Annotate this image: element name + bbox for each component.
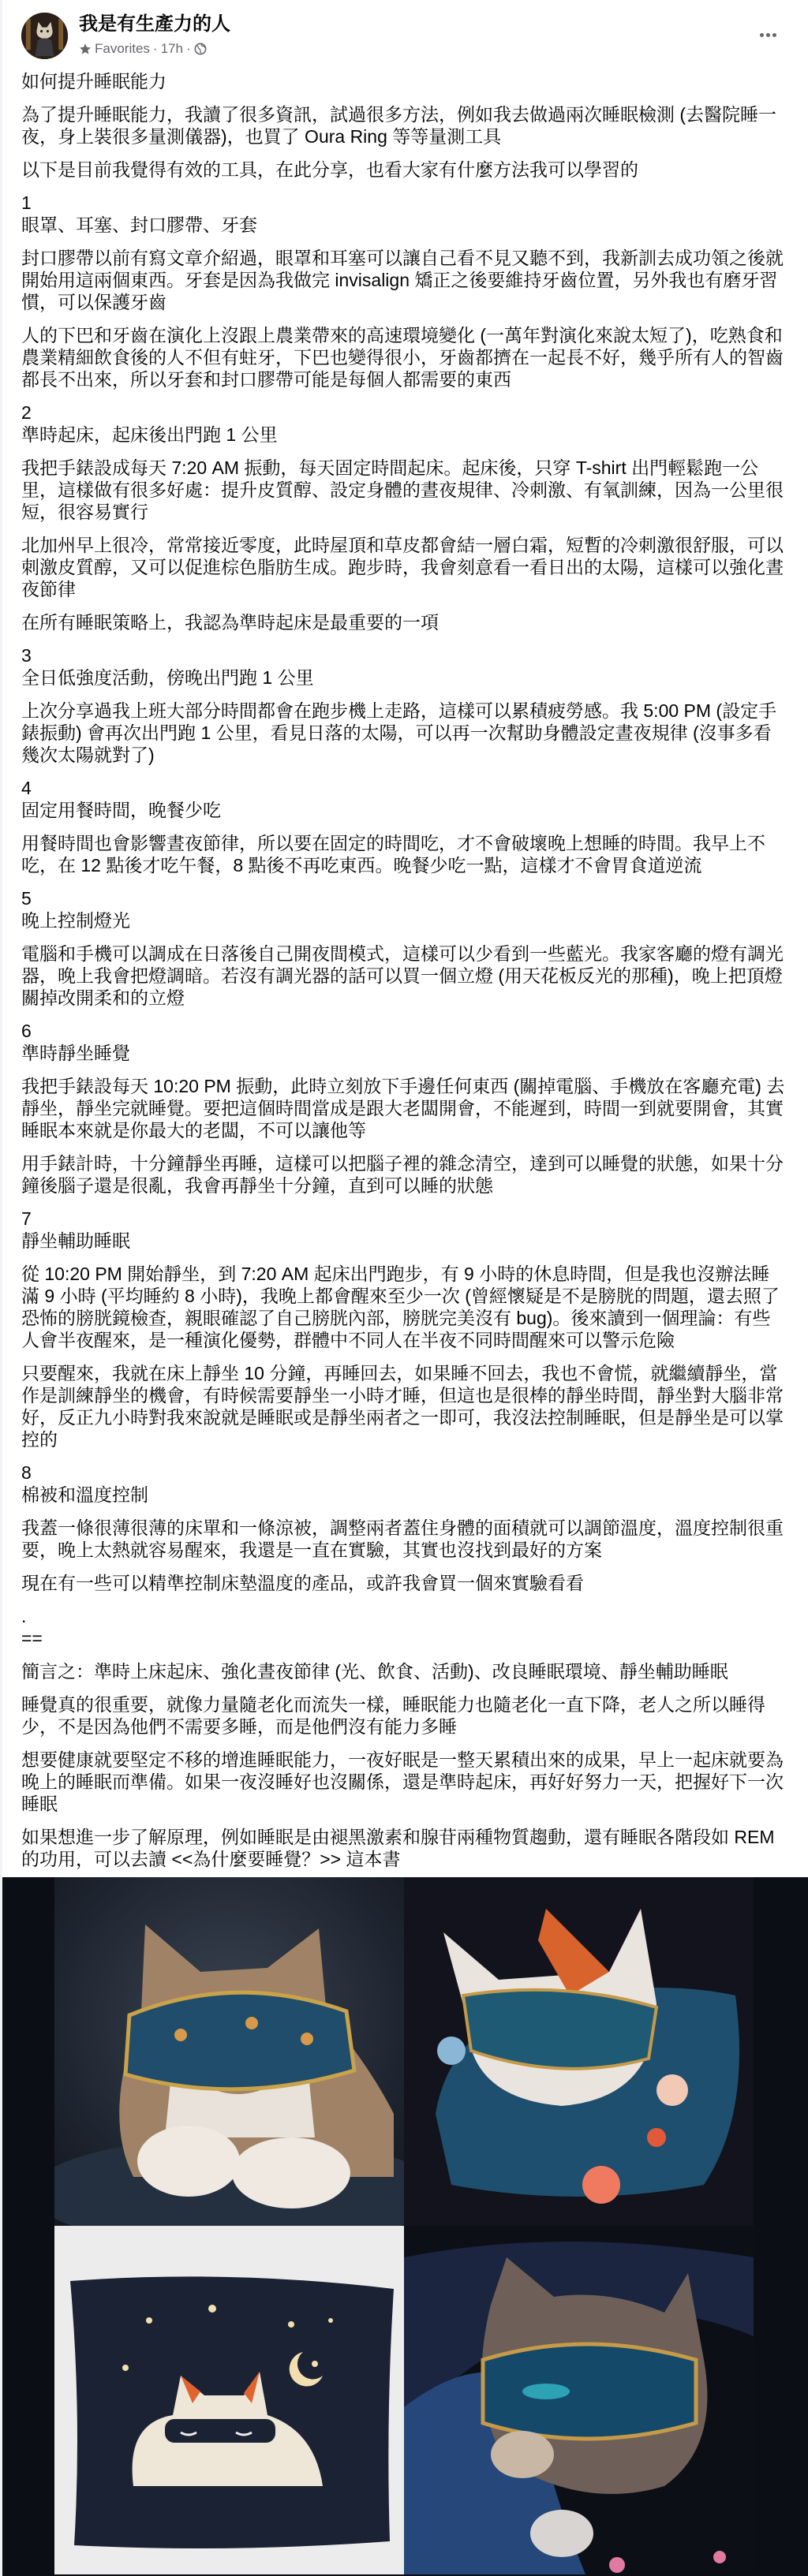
meta-separator: · [185, 41, 191, 56]
post-paragraph: 用手錶計時，十分鐘靜坐再睡，這樣可以把腦子裡的雜念清空，達到可以睡覺的狀態，如果十分鐘後腦子還是很亂，我會再靜坐十分鐘，直到可以睡的狀態 [21, 1153, 784, 1196]
post-paragraph: 封口膠帶以前有寫文章介紹過，眼罩和耳塞可以讓自己看不見又聽不到，我新訓去成功領之後就開始用這兩個東西。牙套是因為我做完 invisalign 矯正之後要維持牙齒位置，另外我也有磨牙習慣，可以保護牙齒 [21, 248, 784, 312]
section-number: 7 [21, 1208, 32, 1229]
section-title: == [21, 1628, 43, 1648]
post-paragraph: 我蓋一條很薄很薄的床單和一條涼被，調整兩者蓋住身體的面積就可以調節溫度，溫度控制很重要，晚上太熱就容易醒來，我還是一直在實驗，其實也沒找到最好的方案 [21, 1518, 784, 1560]
photo-cat-starry-blanket[interactable] [404, 2226, 754, 2574]
post-paragraph: 以下是目前我覺得有效的工具，在此分享，也看大家有什麼方法我可以學習的 [21, 159, 638, 180]
more-icon[interactable] [754, 25, 782, 44]
post-paragraph: 在所有睡眠策略上，我認為準時起床是最重要的一項 [21, 612, 439, 633]
section-heading [21, 1605, 785, 1649]
post-paragraph: 從 10:20 PM 開始靜坐，到 7:20 AM 起床出門跑步，有 9 小時的休息時間，但是我也沒辦法睡滿 9 小時 (平均睡約 8 小時)，我晚上都會醒來至少一次 (曾經懷疑是不是膀胱的問題，還去照了恐怖的膀胱鏡檢查，親眼確認了自己膀胱內部，膀胱完美沒有 bug)。後來讀到一個理論：有些人會半夜醒來，是一種演化優勢，群體中不同人在半夜不同時間醒來可以警示危險 [21, 1264, 780, 1350]
photo-grid [54, 1877, 754, 2574]
post-paragraph: 人的下巴和牙齒在演化上沒跟上農業帶來的高速環境變化 (一萬年對演化來說太短了)，吃熟食和農業精細飲食後的人不但有蛀牙，下巴也變得很小，牙齒都擠在一起長不好，幾乎所有人的智齒都長不出來，所以牙套和封口膠帶可能是每個人都需要的東西 [21, 325, 784, 390]
section-heading [21, 192, 785, 236]
post-paragraph: 電腦和手機可以調成在日落後自己開夜間模式，這樣可以少看到一些藍光。我家客廳的燈有調光器，晚上我會把燈調暗。若沒有調光器的話可以買一個立燈 (用天花板反光的那種)，晚上把頂燈關掉改開柔和的立燈 [21, 943, 784, 1008]
post-time[interactable]: 17h [160, 41, 183, 56]
section-number: 6 [21, 1021, 32, 1041]
section-number: 4 [21, 778, 32, 798]
meta-separator: · [152, 41, 158, 56]
section-heading [21, 1208, 785, 1252]
section-title: 眼罩、耳塞、封口膠帶、牙套 [21, 215, 257, 235]
photo-gallery [2, 1877, 808, 2576]
post-paragraph: 睡覺真的很重要，就像力量隨老化而流失一樣，睡眠能力也隨老化一直下降，老人之所以睡得少，不是因為他們不需要多睡，而是他們沒有能力多睡 [21, 1694, 765, 1737]
section-title: 全日低強度活動，傍晚出門跑 1 公里 [21, 667, 314, 688]
post-card [2, 0, 808, 2576]
post-paragraph: 現在有一些可以精準控制床墊溫度的產品，或許我會買一個來實驗看看 [21, 1573, 584, 1593]
globe-icon[interactable] [194, 43, 207, 55]
section-heading [21, 401, 785, 446]
photo-cat-sleep-mask[interactable] [54, 1877, 404, 2226]
section-heading [21, 644, 785, 689]
post-meta [79, 40, 207, 58]
section-number: 2 [21, 402, 32, 423]
post-paragraph: 我把手錶設每天 10:20 PM 振動，此時立刻放下手邊任何東西 (關掉電腦、手機放在客廳充電) 去靜坐，靜坐完就睡覺。要把這個時間當成是跟大老闆開會，不能遲到，時間一到就要開會，其實睡眠本來就是你最大的老闆，不可以讓他等 [21, 1076, 785, 1141]
author-name[interactable]: 我是有生產力的人 [79, 13, 230, 35]
section-heading [21, 777, 785, 821]
section-heading [21, 887, 785, 931]
post-title: 如何提升睡眠能力 [21, 71, 166, 91]
photo-cat-pillow[interactable] [54, 2226, 404, 2574]
section-number: . [21, 1606, 27, 1626]
section-number: 8 [21, 1462, 32, 1483]
post-paragraph: 我把手錶設成每天 7:20 AM 振動，每天固定時間起床。起床後，只穿 T-shirt 出門輕鬆跑一公里，這樣做有很多好處：提升皮質醇、設定身體的晝夜規律、冷刺激、有氧訓練，因為一公里很短，很容易實行 [21, 457, 784, 522]
audience-label[interactable]: Favorites [95, 41, 150, 56]
post-paragraph: 北加州早上很冷，常常接近零度，此時屋頂和草皮都會結一層白霜，短暫的冷刺激很舒服，可以刺激皮質醇，又可以促進棕色脂肪生成。跑步時，我會刻意看一看日出的太陽，這樣可以強化晝夜節律 [21, 535, 784, 599]
section-title: 靜坐輔助睡眠 [21, 1230, 130, 1251]
post-paragraph: 只要醒來，我就在床上靜坐 10 分鐘，再睡回去，如果睡不回去，我也不會慌，就繼續靜坐，當作是訓練靜坐的機會，有時候需要靜坐一小時才睡，但這也是很棒的靜坐時間，靜坐對大腦非常好，反正九小時對我來說就是睡眠或是靜坐兩者之一即可，我沒法控制睡眠，但是靜坐是可以掌控的 [21, 1363, 784, 1450]
post-paragraph: 為了提升睡眠能力，我讀了很多資訊，試過很多方法，例如我去做過兩次睡眠檢測 (去醫院睡一夜，身上裝很多量測儀器)，也買了 Oura Ring 等等量測工具 [21, 104, 777, 147]
section-title: 準時起床，起床後出門跑 1 公里 [21, 424, 278, 445]
star-icon [79, 43, 92, 55]
post-paragraph: 簡言之：準時上床起床、強化晝夜節律 (光、飲食、活動)、改良睡眠環境、靜坐輔助睡眠 [21, 1661, 728, 1682]
post-paragraph: 想要健康就要堅定不移的增進睡眠能力，一夜好眠是一整天累積出來的成果，早上一起床就要為晚上的睡眠而準備。如果一夜沒睡好也沒關係，還是準時起床，再好好努力一天，把握好下一次睡眠 [21, 1749, 784, 1814]
section-title: 固定用餐時間，晚餐少吃 [21, 800, 221, 820]
post-body [21, 70, 785, 1881]
author-avatar[interactable] [21, 13, 68, 59]
section-number: 1 [21, 192, 32, 213]
section-heading [21, 1462, 785, 1506]
section-title: 晚上控制燈光 [21, 910, 130, 931]
section-number: 3 [21, 645, 32, 666]
section-number: 5 [21, 888, 32, 909]
section-title: 棉被和溫度控制 [21, 1484, 148, 1505]
post-paragraph: 用餐時間也會影響晝夜節律，所以要在固定的時間吃，才不會破壞晚上想睡的時間。我早上不吃，在 12 點後才吃午餐，8 點後不再吃東西。晚餐少吃一點，這樣才不會胃食道逆流 [21, 833, 765, 875]
section-title: 準時靜坐睡覺 [21, 1043, 130, 1063]
post-paragraph: 如果想進一步了解原理，例如睡眠是由褪黑激素和腺苷兩種物質趨動，還有睡眠各階段如 REM 的功用，可以去讀 <<為什麼要睡覺？>> 這本書 [21, 1827, 775, 1869]
photo-cat-floral-blanket[interactable] [404, 1877, 754, 2226]
post-paragraph: 上次分享過我上班大部分時間都會在跑步機上走路，這樣可以累積疲勞感。我 5:00 PM (設定手錶振動) 會再次出門跑 1 公里，看見日落的太陽，可以再一次幫助身體設定晝夜規律 (沒事多看幾次太陽就對了) [21, 700, 777, 765]
section-heading [21, 1020, 785, 1064]
